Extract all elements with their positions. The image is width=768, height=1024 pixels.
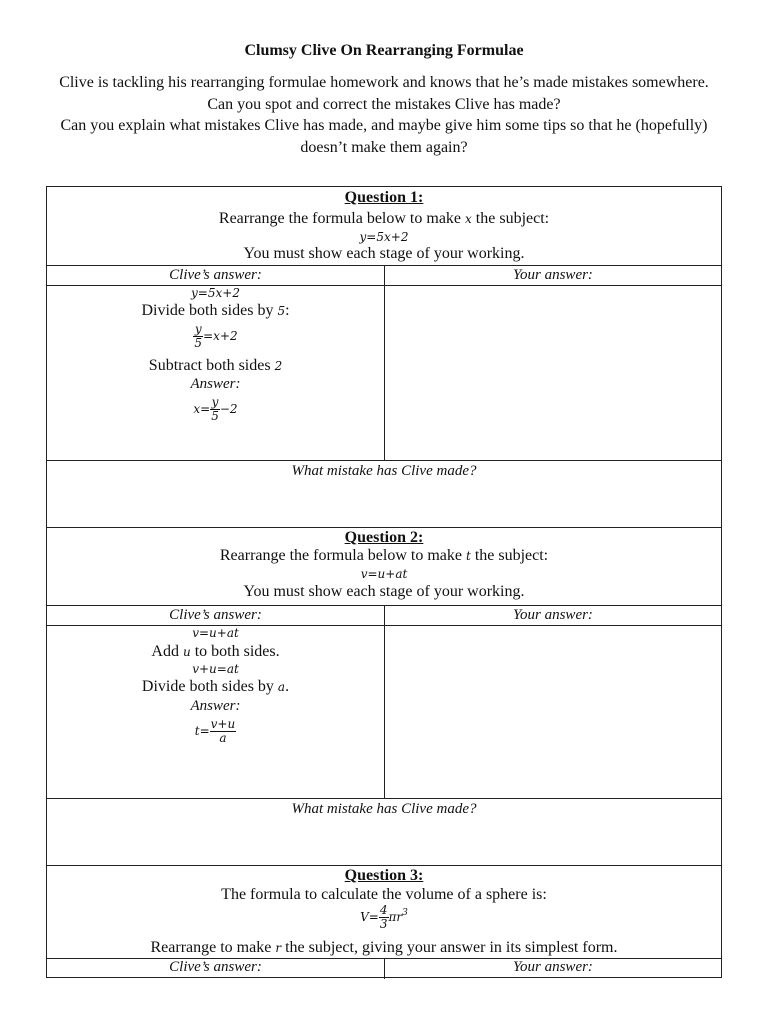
q2-clive-answer-word: Answer: [190, 698, 241, 714]
q3-formula: V= $\frac{4}{3}$ $\pi r^3$ [360, 903, 408, 931]
q2-instruction: Rearrange the formula below to make t the subject: [219, 547, 549, 564]
q1-mistake-box[interactable] [47, 482, 721, 526]
q2-clive-line2: v+u=at [192, 662, 239, 676]
q2-clive-answer-label: Clive’s answer: [169, 607, 262, 623]
q2-clive-step2: Divide both sides by a. [141, 678, 290, 695]
intro-line: Can you explain what mistakes Clive has made, and maybe give him some tips so that he (hopefully) doesn’t make them again? [60, 117, 708, 156]
q1-clive-step1: Divide both sides by 5: [141, 302, 290, 319]
q2-your-answer-box[interactable] [385, 626, 721, 797]
q2-clive-final-answer: t= $\frac{v+u}{a}$ [194, 717, 236, 745]
q1-instruction: Rearrange the formula below to make x the subject: [218, 210, 550, 227]
q1-clive-line1: y=5x+2 [191, 286, 240, 300]
q3-your-answer-label: Your answer: [513, 959, 593, 975]
q2-formula: v=u+at [360, 567, 408, 581]
intro-line: Clive is tackling his rearranging formulae homework and knows that he’s made mistakes somewhere. [59, 74, 709, 91]
q1-formula: y=5x+2 [359, 230, 409, 244]
q3-instruction: Rearrange to make r the subject, giving your answer in its simplest form. [150, 939, 618, 956]
q2-clive-line1: v=u+at [192, 626, 239, 640]
intro-text [40, 72, 728, 158]
q1-heading: Question 1: [344, 189, 424, 206]
q1-your-answer-label: Your answer: [513, 267, 593, 283]
intro-line: Can you spot and correct the mistakes Clive has made? [207, 95, 561, 113]
q1-clive-step2: Subtract both sides 2 [148, 357, 283, 374]
q1-clive-answer-word: Answer: [190, 376, 241, 392]
q1-mistake-prompt: What mistake has Clive made? [291, 463, 477, 479]
q3-text: The formula to calculate the volume of a sphere is: [221, 886, 547, 903]
q1-working-note: You must show each stage of your working. [243, 245, 525, 262]
q1-your-answer-box[interactable] [385, 286, 721, 459]
q1-clive-answer-label: Clive’s answer: [169, 267, 262, 283]
q2-your-answer-label: Your answer: [513, 607, 593, 623]
q2-clive-step1: Add u to both sides. [151, 643, 280, 660]
q2-mistake-box[interactable] [47, 820, 721, 864]
q2-working-note: You must show each stage of your working. [243, 583, 525, 600]
q2-mistake-prompt: What mistake has Clive made? [291, 801, 477, 817]
q1-clive-fraction-line: $\frac{y}{5}$ =x+2 [194, 322, 238, 350]
q3-clive-answer-label: Clive’s answer: [169, 959, 262, 975]
page-title: Clumsy Clive On Rearranging Formulae [244, 42, 524, 59]
q2-heading: Question 2: [344, 529, 424, 546]
q3-heading: Question 3: [344, 867, 424, 884]
q1-clive-final-answer: x= $\frac{y}{5}$ −2 [193, 395, 238, 423]
worksheet-table [46, 186, 722, 978]
